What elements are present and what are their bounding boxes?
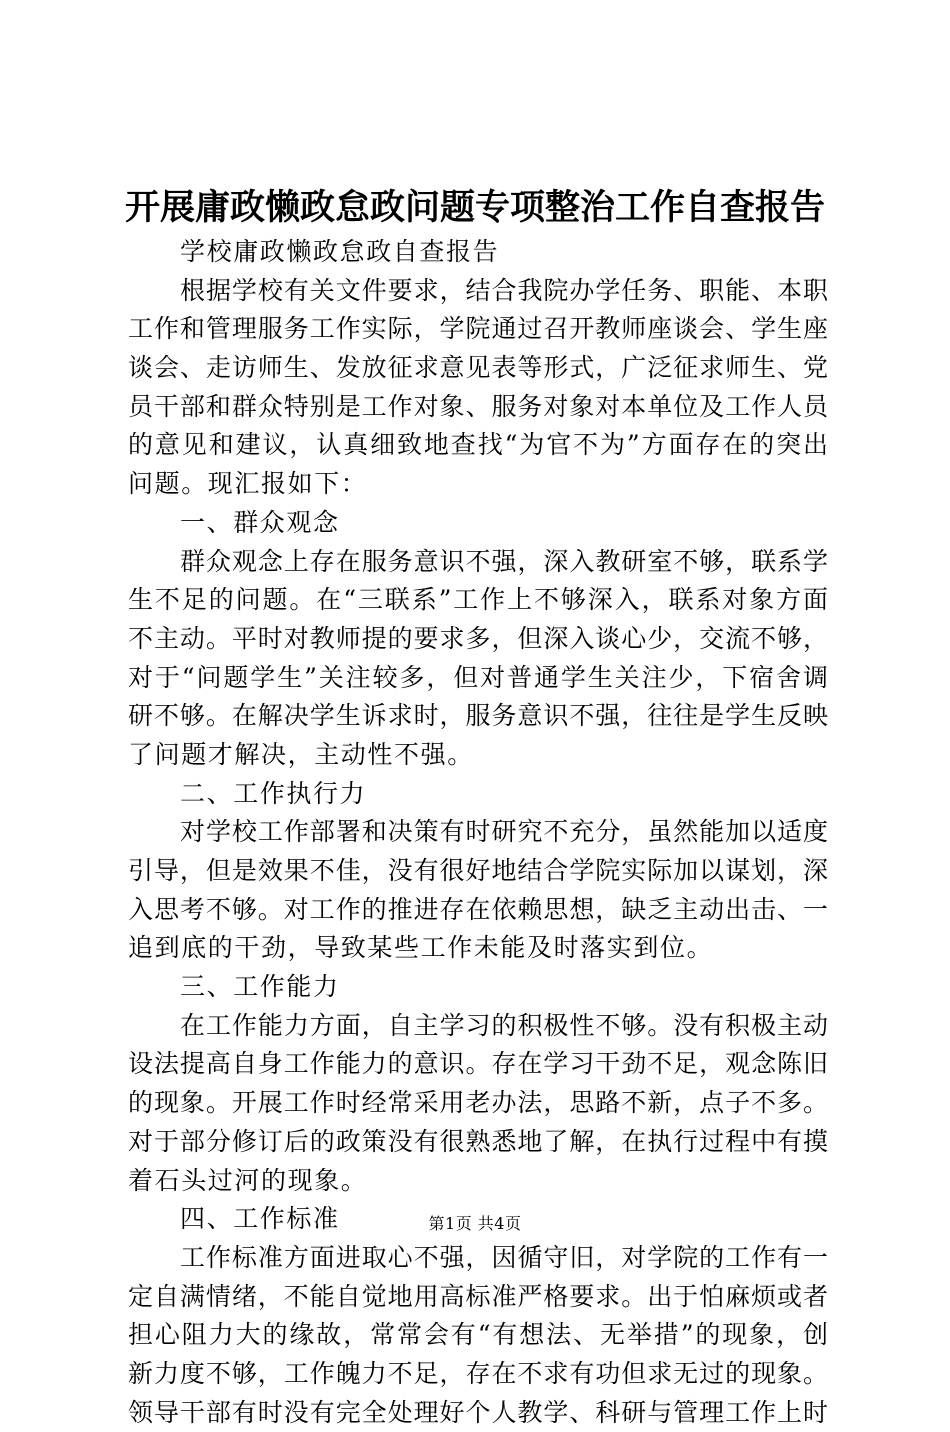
paragraph-line: 了问题才解决，主动性不强。	[128, 739, 474, 769]
section-heading: 四、工作标准	[180, 1204, 340, 1234]
paragraph-line: 定自满情绪，不能自觉地用高标准严格要求。出于怕麻烦或者	[128, 1281, 828, 1311]
paragraph-line: 着石头过河的现象。	[128, 1165, 368, 1195]
paragraph-line: 根据学校有关文件要求，结合我院办学任务、职能、本职	[180, 275, 828, 305]
paragraph-line: 担心阻力大的缘故，常常会有“有想法、无举措”的现象，创	[128, 1320, 828, 1350]
page-indicator: 第1页 共4页	[428, 1214, 522, 1233]
paragraph-line: 在工作能力方面，自主学习的积极性不够。没有积极主动	[180, 1010, 828, 1040]
paragraph-line: 工作和管理服务工作实际，学院通过召开教师座谈会、学生座	[128, 314, 828, 344]
paragraph-line: 研不够。在解决学生诉求时，服务意识不强，往往是学生反映	[128, 701, 828, 731]
paragraph-line: 新力度不够，工作魄力不足，存在不求有功但求无过的现象。	[128, 1358, 828, 1388]
document-body	[128, 233, 828, 1432]
paragraph-line: 的现象。开展工作时经常采用老办法，思路不新，点子不多。	[128, 1088, 828, 1118]
paragraph-line: 对学校工作部署和决策有时研究不充分，虽然能加以适度	[180, 817, 828, 847]
paragraph-line: 对于部分修订后的政策没有很熟悉地了解，在执行过程中有摸	[128, 1126, 828, 1156]
paragraph-line: 的意见和建议，认真细致地查找“为官不为”方面存在的突出	[128, 430, 828, 460]
paragraph-line: 群众观念上存在服务意识不强，深入教研室不够，联系学	[180, 546, 828, 576]
paragraph-line: 谈会、走访师生、发放征求意见表等形式，广泛征求师生、党	[128, 353, 828, 383]
paragraph-line: 入思考不够。对工作的推进存在依赖思想，缺乏主动出击、一	[128, 894, 828, 924]
paragraph-line: 设法提高自身工作能力的意识。存在学习干劲不足，观念陈旧	[128, 1049, 828, 1079]
paragraph-line: 对于“问题学生”关注较多，但对普通学生关注少，下宿舍调	[128, 662, 828, 692]
document-title: 开展庸政懒政怠政问题专项整治工作自查报告	[124, 187, 825, 228]
paragraph-line: 问题。现汇报如下：	[128, 469, 368, 499]
paragraph-line: 追到底的干劲，导致某些工作未能及时落实到位。	[128, 933, 714, 963]
paragraph-line: 生不足的问题。在“三联系”工作上不够深入，联系对象方面	[128, 585, 828, 615]
subtitle-line: 学校庸政懒政怠政自查报告	[180, 237, 500, 266]
section-heading: 一、群众观念	[180, 507, 340, 537]
section-heading: 二、工作执行力	[180, 778, 367, 808]
paragraph-line: 不主动。平时对教师提的要求多，但深入谈心少，交流不够，	[128, 623, 828, 653]
paragraph-line: 引导，但是效果不佳，没有很好地结合学院实际加以谋划，深	[128, 856, 828, 885]
paragraph-line: 员干部和群众特别是工作对象、服务对象对本单位及工作人员	[128, 391, 828, 421]
paragraph-line: 工作标准方面进取心不强，因循守旧，对学院的工作有一	[180, 1242, 828, 1272]
paragraph-line: 领导干部有时没有完全处理好个人教学、科研与管理工作上时	[128, 1397, 828, 1427]
section-heading: 三、工作能力	[180, 972, 340, 1002]
